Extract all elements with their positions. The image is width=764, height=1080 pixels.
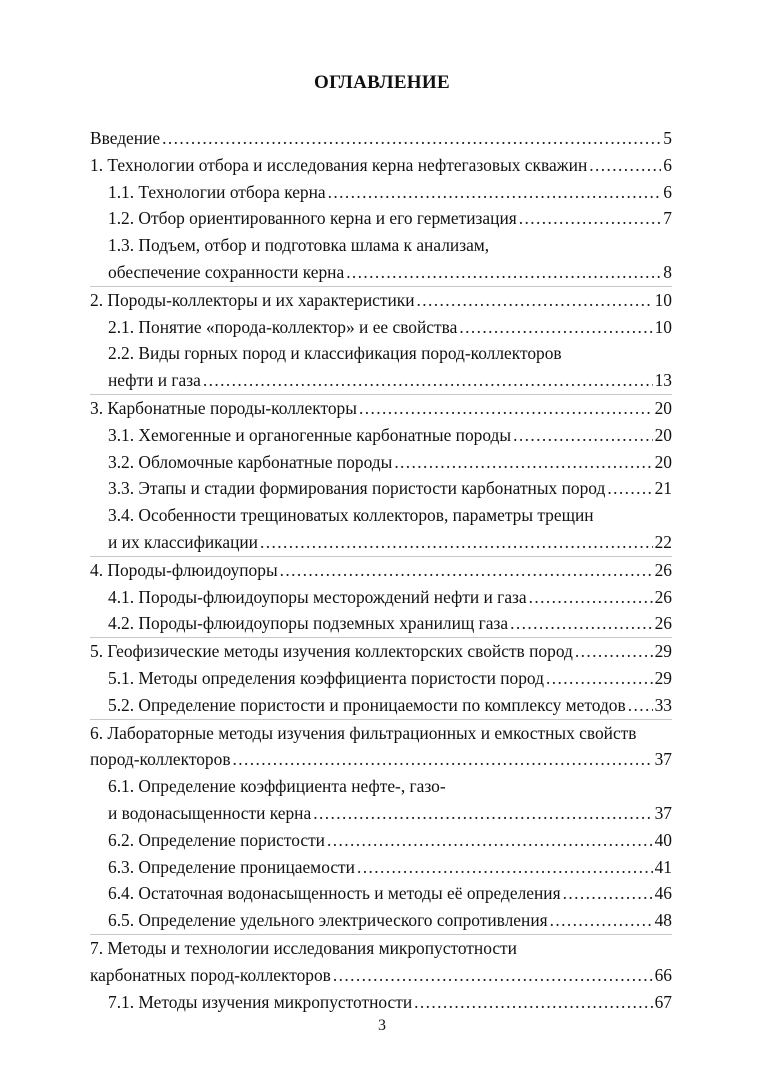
dot-leader	[575, 638, 653, 665]
toc-entry-page: 5	[663, 128, 672, 148]
toc-entry[interactable]	[90, 989, 672, 1016]
toc-entry[interactable]	[90, 557, 672, 584]
toc-entry-page: 37	[654, 749, 672, 770]
toc-entry-title: 6.4. Остаточная водонасыщенность и методы её определения	[108, 883, 561, 904]
dot-leader	[394, 449, 652, 476]
dot-leader	[280, 557, 653, 584]
toc-entry-title: 3.1. Хемогенные и органогенные карбонатные породы	[108, 424, 512, 445]
toc-entry-title: обеспечение сохранности керна	[108, 261, 345, 282]
toc-entry-title: 2.1. Понятие «порода-коллектор» и ее свойства	[108, 316, 458, 337]
toc-entry-line	[90, 422, 672, 449]
toc-entry-title: 3.2. Обломочные карбонатные породы	[108, 451, 393, 472]
toc-entry-line	[90, 800, 672, 827]
toc-entry-page: 10	[654, 289, 672, 310]
toc-entry-title: 5.1. Методы определения коэффициента пористости пород	[108, 667, 544, 688]
toc-entry[interactable]	[90, 584, 672, 611]
toc-entry-line	[90, 529, 672, 556]
toc-entry[interactable]	[90, 502, 672, 556]
toc-entry-title: 3. Карбонатные породы-коллекторы	[90, 397, 357, 418]
toc-entry[interactable]	[90, 314, 672, 341]
toc-entry-line	[90, 610, 672, 637]
toc-entry-text-line: 1.3. Подъем, отбор и подготовка шлама к анализам,	[108, 235, 490, 256]
toc-entry-line	[90, 746, 672, 773]
toc-entry-page: 41	[654, 856, 672, 877]
table-of-contents	[90, 125, 672, 1015]
toc-entry-text-line: 3.4. Особенности трещиноватых коллекторов, параметры трещин	[108, 505, 594, 526]
toc-entry[interactable]	[90, 854, 672, 881]
toc-entry[interactable]	[90, 638, 672, 665]
toc-entry-title: и их классификации	[108, 531, 258, 552]
dot-leader	[233, 746, 653, 773]
toc-entry-line	[90, 854, 672, 881]
toc-entry-page: 6	[663, 154, 672, 175]
toc-entry-title: карбонатных пород-коллекторов	[90, 964, 331, 985]
toc-entry-page: 46	[654, 883, 672, 904]
dot-leader	[313, 800, 652, 827]
dot-leader	[529, 584, 653, 611]
toc-entry[interactable]	[90, 935, 672, 989]
dot-leader	[459, 314, 652, 341]
toc-entry[interactable]	[90, 720, 672, 774]
toc-entry[interactable]	[90, 610, 672, 637]
dot-leader	[519, 205, 662, 232]
dot-leader	[550, 907, 653, 934]
toc-entry-title: 6.5. Определение удельного электрического сопротивления	[108, 910, 548, 931]
toc-entry[interactable]	[90, 422, 672, 449]
page-number: 3	[378, 1017, 386, 1034]
toc-entry[interactable]	[90, 449, 672, 476]
dot-leader	[628, 692, 653, 719]
page-title: ОГЛАВЛЕНИЕ	[314, 72, 450, 93]
dot-leader	[510, 610, 653, 637]
toc-entry-page: 20	[654, 451, 672, 472]
toc-entry-line	[90, 665, 672, 692]
toc-entry-line	[90, 989, 672, 1016]
toc-entry-line	[90, 152, 672, 179]
toc-entry-title: Введение	[90, 128, 161, 148]
toc-entry-title: и водонасыщенности керна	[108, 802, 312, 823]
toc-entry-page: 26	[654, 586, 672, 607]
toc-entry[interactable]	[90, 665, 672, 692]
dot-leader	[607, 475, 652, 502]
toc-entry-page: 26	[654, 559, 672, 580]
toc-entry-text-line: 2.2. Виды горных пород и классификация пород-коллекторов	[108, 343, 562, 364]
toc-entry-title: 1.2. Отбор ориентированного керна и его герметизация	[108, 208, 517, 229]
toc-entry-page: 20	[654, 424, 672, 445]
toc-entry[interactable]	[90, 340, 672, 394]
dot-leader	[333, 962, 653, 989]
toc-entry-line	[90, 827, 672, 854]
dot-leader	[357, 854, 653, 881]
toc-entry-page: 37	[654, 802, 672, 823]
toc-entry-line	[90, 449, 672, 476]
toc-entry-text-line: 6. Лабораторные методы изучения фильтрационных и емкостных свойств	[90, 722, 637, 743]
dot-leader	[203, 367, 653, 394]
toc-entry-title: 4.2. Породы-флюидоупоры подземных хранилищ газа	[108, 613, 509, 634]
toc-entry-line	[90, 584, 672, 611]
toc-entry-page: 7	[663, 208, 672, 229]
toc-entry[interactable]	[90, 827, 672, 854]
toc-entry-title: нефти и газа	[108, 370, 201, 391]
dot-leader	[346, 259, 661, 286]
toc-entry-page: 10	[654, 316, 672, 337]
toc-entry-title: пород-коллекторов	[90, 749, 231, 770]
toc-entry-page: 22	[654, 531, 672, 552]
toc-entry-page: 33	[654, 694, 672, 715]
toc-entry-line	[90, 395, 672, 422]
toc-entry[interactable]	[90, 475, 672, 502]
dot-leader	[513, 422, 653, 449]
toc-entry-title: 1.1. Технологии отбора керна	[108, 181, 326, 202]
toc-entry-line	[90, 962, 672, 989]
toc-entry-line	[90, 179, 672, 206]
toc-entry[interactable]	[90, 692, 672, 719]
toc-entry-text-line: 7. Методы и технологии исследования микропустотности	[90, 937, 517, 958]
toc-entry-page: 8	[663, 261, 672, 282]
toc-entry-page: 40	[654, 829, 672, 850]
toc-entry-title: 4. Породы-флюидоупоры	[90, 559, 278, 580]
toc-entry[interactable]	[90, 907, 672, 934]
dot-leader	[359, 395, 653, 422]
toc-entry[interactable]	[90, 287, 672, 314]
toc-entry[interactable]	[90, 773, 672, 827]
dot-leader	[417, 287, 653, 314]
toc-entry-page: 66	[654, 964, 672, 985]
toc-entry-page: 13	[654, 370, 672, 391]
toc-entry-line	[90, 557, 672, 584]
toc-entry-page: 29	[654, 667, 672, 688]
toc-entry-line	[90, 880, 672, 907]
toc-entry-line	[90, 367, 672, 394]
toc-entry-line	[90, 205, 672, 232]
dot-leader	[563, 880, 653, 907]
toc-entry-title: 5. Геофизические методы изучения коллекторских свойств пород	[90, 641, 573, 662]
toc-entry-page: 48	[654, 910, 672, 931]
toc-entry[interactable]	[90, 205, 672, 232]
toc-entry-title: 6.3. Определение проницаемости	[108, 856, 355, 877]
toc-entry-title: 7.1. Методы изучения микропустотности	[108, 991, 413, 1012]
toc-entry[interactable]	[90, 179, 672, 206]
toc-entry-line	[90, 125, 672, 152]
toc-entry-page: 6	[663, 181, 672, 202]
toc-entry-text-line: 6.1. Определение коэффициента нефте-, газо-	[108, 776, 446, 797]
dot-leader	[414, 989, 652, 1016]
toc-entry-page: 21	[654, 478, 672, 499]
toc-entry-page: 20	[654, 397, 672, 418]
toc-entry-line	[90, 638, 672, 665]
toc-entry-page: 26	[654, 613, 672, 634]
toc-entry-line	[90, 314, 672, 341]
toc-entry-title: 3.3. Этапы и стадии формирования пористости карбонатных пород	[108, 478, 606, 499]
dot-leader	[589, 152, 661, 179]
toc-entry-title: 6.2. Определение пористости	[108, 829, 325, 850]
dot-leader	[327, 827, 653, 854]
toc-entry[interactable]	[90, 125, 672, 152]
toc-entry-page: 29	[654, 641, 672, 662]
toc-entry-line	[90, 692, 672, 719]
toc-entry[interactable]	[90, 395, 672, 422]
toc-entry-line	[90, 907, 672, 934]
toc-entry-title: 4.1. Породы-флюидоупоры месторождений нефти и газа	[108, 586, 527, 607]
toc-entry-title: 5.2. Определение пористости и проницаемости по комплексу методов	[108, 694, 626, 715]
dot-leader	[162, 125, 661, 152]
toc-entry-line	[90, 259, 672, 286]
toc-entry[interactable]	[90, 232, 672, 286]
toc-entry-line	[90, 287, 672, 314]
dot-leader	[260, 529, 653, 556]
toc-entry-title: 1. Технологии отбора и исследования керна нефтегазовых скважин	[90, 154, 588, 175]
toc-entry[interactable]	[90, 152, 672, 179]
toc-entry-page: 67	[654, 991, 672, 1012]
toc-entry-title: 2. Породы-коллекторы и их характеристики	[90, 289, 415, 310]
toc-entry[interactable]	[90, 880, 672, 907]
dot-leader	[328, 179, 662, 206]
toc-entry-line	[90, 475, 672, 502]
dot-leader	[546, 665, 653, 692]
